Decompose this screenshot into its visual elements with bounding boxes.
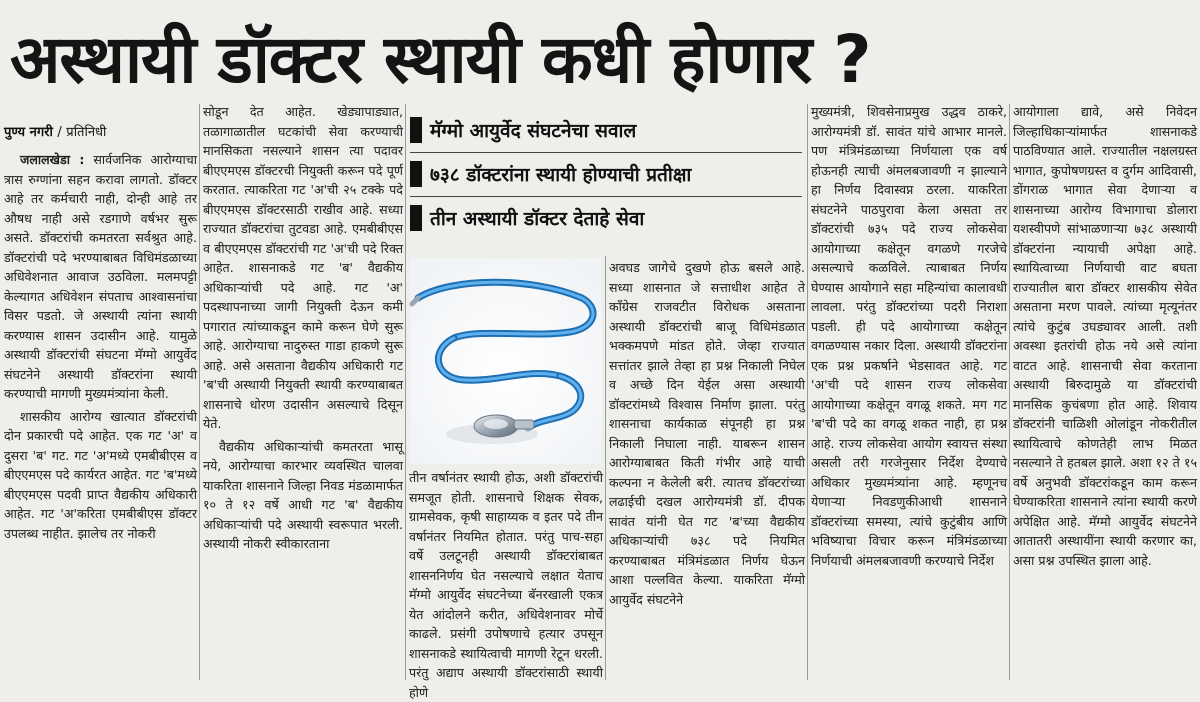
column-rule bbox=[405, 104, 406, 680]
sub-headlines bbox=[410, 112, 806, 244]
deck-divider bbox=[410, 196, 802, 197]
byline-separator: / bbox=[57, 125, 62, 140]
paragraph: सोडून देत आहेत. खेड्यापाड्यात, तळागाळातील घटकांची सेवा करण्याची मानसिकता नसल्याने शासन त्या पदावर बीएएमएस डॉक्टरची नियुक्ती करून पदे पूर्ण करतात. त्याकरिता गट 'अ'ची २५ टक्के पदे बीएएमएस डॉक्टरसाठी राखीव आहे. सध्या राज्यात डॉक्टरांचा तुटवडा आहे. एमबीबीएस व बीएएमएस डॉक्टरांची गट 'अ'ची पदे रिक्त आहेत. शासनाकडे गट 'ब' वैद्यकीय अधिकाऱ्यांची पदे आहे. गट 'अ' पदस्थापनाच्या जागी नियुक्ती देऊन कमी पगारात त्यांच्याकडून कामे करून घेणे सुरू आहे. आरोग्याचा नादुरुस्त गाडा हाकणे सुरू आहे. असे असताना वैद्यकीय अधिकारी गट 'ब'ची अस्थायी नियुक्ती स्थायी करण्याबाबत शासनाचे धोरण उदासीन असल्याचे दिसून येते. bbox=[203, 104, 403, 431]
byline-role: प्रतिनिधी bbox=[66, 125, 107, 140]
deck-text: ७३८ डॉक्टरांना स्थायी होण्याची प्रतीक्षा bbox=[430, 164, 692, 186]
article-column-2 bbox=[203, 102, 403, 676]
byline bbox=[4, 122, 204, 140]
column-rule bbox=[605, 256, 606, 680]
article-column-3 bbox=[409, 468, 603, 700]
article-column-6 bbox=[1013, 102, 1197, 676]
article-column-4 bbox=[609, 258, 805, 676]
square-bullet-icon bbox=[410, 117, 422, 143]
paragraph-text: सार्वजनिक आरोग्याचा त्रास रुग्णांना सहन करावा लागतो. डॉक्टर आहे तर कर्मचारी नाही, दोन्ही आहे तर औषध नाही असे रडगाणे वर्षभर सुरू असते. डॉक्टरांची कमतरता सर्वश्रुत आहे. डॉक्टरांची पदे भरण्याबाबत विधिमंडळाच्या अधिवेशनात आवाज उठविला. मलमपट्टी केल्यागत अधिवेशन संपताच आश्वासनांचा विसर पडतो. जे अस्थायी त्यांना स्थायी करण्यास शासन उदासीन आहे. यामुळे अस्थायी डॉक्टरांची संघटना मॅग्मो आयुर्वेद संघटनेने अस्थायी डॉक्टरांना स्थायी करण्याची मागणी मुख्यमंत्र्यांना केली. bbox=[4, 152, 197, 401]
column-rule bbox=[199, 104, 200, 680]
paragraph bbox=[4, 150, 197, 404]
paragraph: अवघड जागेचे दुखणे होऊ बसले आहे. सध्या शासनात जे सत्ताधीश आहेत ते काँग्रेस राजवटीत विरोधक असताना अस्थायी डॉक्टरांची बाजू विधिमंडळात भक्कमपणे मांडत होते. जेव्हा राज्यात सत्तांतर झाले तेव्हा हा प्रश्न निकाली निघेल व अच्छे दिन येईल असा अस्थायी डॉक्टरांमध्ये विश्वास निर्माण झाला. परंतु शासनाचा कार्यकाळ संपूनही हा प्रश्न निकाली निघाला नाही. याबरून शासन आरोग्याबाबत किती गंभीर आहे याची कल्पना न केलेली बरी. त्यातच डॉक्टरांच्या लढाईची दखल आरोग्यमंत्री डॉ. दीपक सावंत यांनी घेत गट 'ब'च्या वैद्यकीय अधिकाऱ्यांची ७३८ पदे नियमित करण्याबाबत मंत्रिमंडळात निर्णय घेऊन आशा पल्लवित केल्या. याकरिता मॅग्मो आयुर्वेद संघटनेने bbox=[609, 260, 805, 607]
column-rule bbox=[807, 104, 808, 680]
article-column-5 bbox=[811, 102, 1007, 676]
deck-3 bbox=[410, 200, 806, 236]
headline: अस्थायी डॉक्टर स्थायी कधी होणार ? bbox=[10, 21, 871, 98]
deck-divider bbox=[410, 152, 802, 153]
square-bullet-icon bbox=[410, 205, 422, 231]
paragraph: तीन वर्षानंतर स्थायी होऊ, अशी डॉक्टरांची समजूत होती. शासनाचे शिक्षक सेवक, ग्रामसेवक, कृषी साहाय्यक व इतर पदे तीन वर्षानंतर नियमित होतात. परंतु पाच-सहा वर्षे उलटूनही अस्थायी डॉक्टरांबाबत शासननिर्णय घेत नसल्याचे लक्षात येताच मॅग्मो आयुर्वेद संघटनेच्या बॅनरखाली एकत्र येत आंदोलने करीत, अधिवेशनावर मोर्चे काढले. प्रसंगी उपोषणाचे हत्यार उपसून शासनाकडे स्थायित्वाची मागणी रेटून धरली. परंतु अद्याप अस्थायी डॉक्टरांसाठी स्थायी होणे bbox=[409, 470, 603, 700]
stethoscope-icon bbox=[410, 258, 602, 464]
paragraph: मुख्यमंत्री, शिवसेनाप्रमुख उद्धव ठाकरे, आरोग्यमंत्री डॉ. सावंत यांचे आभार मानले. पण मंत्रिमंडळाच्या निर्णयाला एक वर्ष होऊनही त्याची अंमलबजावणी न झाल्याने हा निर्णय दिवास्वप्न ठरला. याकरिता संघटनेने पाठपुरावा केला असता तर डॉक्टरांची ७३५ पदे राज्य लोकसेवा आयोगाच्या कक्षेतून वगळणे गरजेचे असल्याचे कळविले. त्याबाबत निर्णय घेण्यास आयोगाने सहा महिन्यांचा कालावधी लावला. परंतु डॉक्टरांच्या पदरी निराशा पडली. ही पदे आयोगाच्या कक्षेतून वगळण्यास नकार दिला. अस्थायी डॉक्टरांना एक प्रश्न प्रकर्षाने भेडसावत आहे. गट 'अ'ची पदे शासन राज्य लोकसेवा आयोगाच्या कक्षेतून वगळू शकते. मग गट 'ब'ची पदे का वगळू शकत नाही, हा प्रश्न आहे. राज्य लोकसेवा आयोग स्वायत्त संस्था असली तरी गरजेनुसार निर्देश देण्याचे अधिकार मुख्यमंत्र्यांना आहे. म्हणूनच येणाऱ्या निवडणुकीआधी शासनाने डॉक्टरांच्या समस्या, त्यांचे कुटुंबीय आणि भविष्याचा विचार करून मंत्रिमंडळाच्या निर्णयाची अंमलबजावणी करण्याचे निर्देश bbox=[811, 104, 1007, 568]
paragraph: वैद्यकीय अधिकाऱ्यांची कमतरता भासू नये, आरोग्याचा कारभार व्यवस्थित चालवा याकरिता शासनाने जिल्हा निवड मंडळामार्फत १० ते १२ वर्षे आधी गट 'ब' वैद्यकीय अधिकाऱ्यांची पदे अस्थायी स्वरूपात भरली. अस्थायी नोकरी स्वीकारताना bbox=[203, 438, 403, 551]
byline-source: पुण्य नगरी bbox=[4, 125, 53, 140]
column-rule bbox=[1009, 104, 1010, 680]
square-bullet-icon bbox=[410, 161, 422, 187]
deck-2 bbox=[410, 156, 806, 192]
paragraph: आयोगाला द्यावे, असे निवेदन जिल्हाधिकाऱ्यांमार्फत शासनाकडे पाठविण्यात आले. राज्यातील नक्षलग्रस्त भागात, कुपोषणग्रस्त व दुर्गम आदिवासी, डोंगराळ भागात सेवा देणाऱ्या व शासनाच्या आरोग्य विभागाचा डोलारा यशस्वीपणे सांभाळणाऱ्या ७३८ अस्थायी डॉक्टरांना न्यायाची अपेक्षा आहे. स्थायित्वाच्या निर्णयाची वाट बघता राज्यातील बारा डॉक्टर शासकीय सेवेत असताना मरण पावले. त्यांच्या मृत्यूनंतर त्यांचे कुटुंब उघड्यावर आली. तशी अवस्था इतरांची होऊ नये असे त्यांना वाटत आहे. शासनाची सेवा करताना अस्थायी बिरुदामुळे या डॉक्टरांची मानसिक कुचंबणा होत आहे. शिवाय डॉक्टरांनी चाळिशी ओलांडून नोकरीतील स्थायित्वाचे कोणतेही लाभ मिळत नसल्याने ते हतबल झाले. अशा १२ ते १५ वर्षे अनुभवी डॉक्टरांकडून काम करून घेण्याकरिता शासनाने त्यांना स्थायी करणे अपेक्षित आहे. मॅग्मो आयुर्वेद संघटनेने आतातरी अस्थायींना स्थायी करणार का, असा प्रश्न उपस्थित झाला आहे. bbox=[1013, 104, 1197, 568]
deck-text: मॅग्मो आयुर्वेद संघटनेचा सवाल bbox=[430, 120, 637, 142]
article-column-1 bbox=[4, 150, 197, 676]
deck-text: तीन अस्थायी डॉक्टर देताहे सेवा bbox=[430, 208, 645, 230]
stethoscope-photo bbox=[410, 258, 602, 464]
deck-1 bbox=[410, 112, 806, 148]
paragraph: शासकीय आरोग्य खात्यात डॉक्टरांची दोन प्रकारची पदे आहेत. एक गट 'अ' व दुसरा 'ब' गट. गट 'अ'मध्ये एमबीबीएस व बीएएमएस पदे कार्यरत आहेत. गट 'ब'मध्ये बीएएमएस पदवी प्राप्त वैद्यकीय अधिकारी आहेत. गट 'अ'करिता एमबीबीएस डॉक्टर उपलब्ध नाहीत. झालेच तर नोकरी bbox=[4, 408, 197, 541]
dateline: जलालखेडा : bbox=[20, 152, 85, 167]
